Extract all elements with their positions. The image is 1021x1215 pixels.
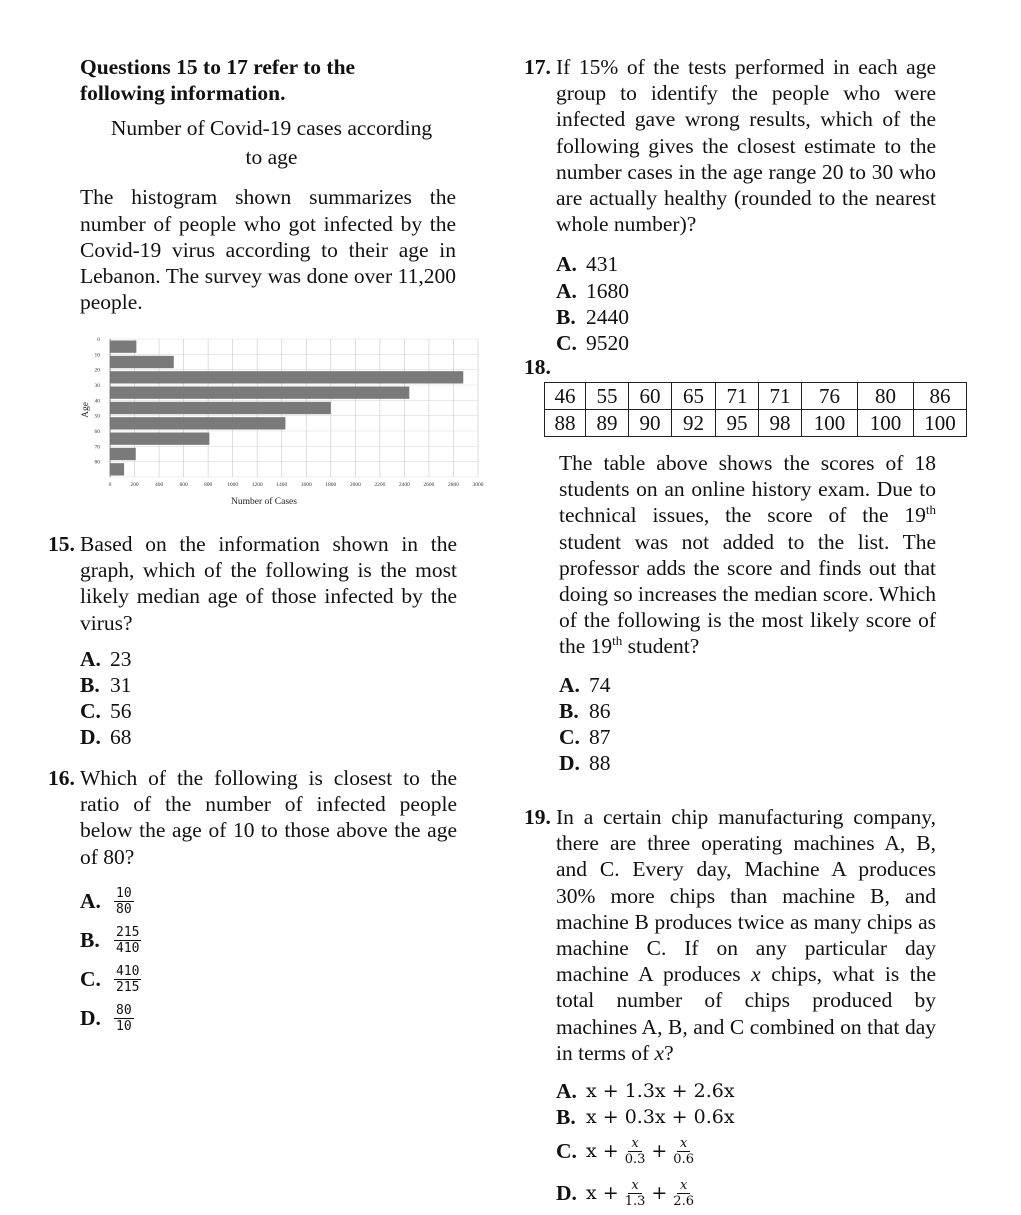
q19-option-c[interactable]: C. x + $\frac{x}{0.3}$ + $\frac{x}{0.6}$ — [556, 1130, 936, 1172]
x-tick-label: 1800 — [325, 482, 337, 488]
x-tick-label: 200 — [130, 482, 139, 488]
y-tick-label: 70 — [94, 444, 100, 451]
question-19-options — [556, 1078, 936, 1214]
q19-option-a[interactable]: A. x + 1.3x + 2.6x — [556, 1078, 735, 1103]
question-15-text: Based on the information shown in the graph, which of the following is the most likely median age of those infected by the virus? — [80, 532, 457, 635]
q18-option-a[interactable]: A. 74 — [559, 672, 611, 697]
table-cell: 76 — [802, 383, 858, 410]
question-16 — [48, 765, 457, 1038]
table-cell: 100 — [914, 410, 967, 437]
x-tick-label: 2800 — [447, 482, 459, 488]
x-tick-label: 1600 — [300, 482, 312, 488]
table-cell: 90 — [629, 410, 672, 437]
q18-option-c[interactable]: C. 87 — [559, 725, 611, 750]
q17-option-2[interactable]: A. 1680 — [556, 278, 629, 303]
table-cell: 88 — [545, 410, 586, 437]
fraction: $\frac{x}{0.6}$ — [673, 1135, 694, 1167]
question-19 — [524, 804, 936, 1214]
q17-option-4[interactable]: C. 9520 — [556, 331, 629, 356]
x-tick-label: 600 — [179, 482, 188, 488]
q18-option-b[interactable]: B. 86 — [559, 698, 611, 723]
x-tick-label: 800 — [204, 482, 213, 488]
fraction: $\frac{80}{10}$ — [116, 1002, 132, 1034]
y-axis-label: Age — [81, 402, 91, 418]
histogram-bar — [110, 417, 285, 429]
question-18-options — [559, 672, 936, 777]
table-row — [545, 383, 967, 410]
fraction: $\frac{x}{1.3}$ — [624, 1177, 646, 1209]
histogram-bar — [110, 356, 174, 368]
question-18-text: The table above shows the scores of 18 students on an online history exam. Due to technical issues, the score of the 19th student was not added to the list. The professor adds the score and finds out that doing so increases the median score. Which of the following is the most likely score of the 19th student? — [559, 451, 936, 659]
x-tick-label: 0 — [108, 482, 112, 488]
q15-option-c[interactable]: C. 56 — [80, 699, 132, 724]
histogram-bar — [110, 448, 136, 460]
q15-option-d[interactable]: D. 68 — [80, 725, 132, 750]
x-tick-label: 3000 — [472, 482, 484, 488]
question-19-number: 19. — [524, 805, 551, 829]
q16-option-d[interactable]: D. $\frac{80}{10}$ — [80, 1002, 132, 1034]
table-cell: 65 — [672, 383, 716, 410]
table-cell: 71 — [759, 383, 802, 410]
q19-option-b[interactable]: B. x + 0.3x + 0.6x — [556, 1104, 735, 1129]
question-17 — [524, 54, 936, 356]
x-tick-label: 2600 — [423, 482, 435, 488]
question-15 — [48, 531, 457, 751]
y-tick-label: 50 — [94, 413, 100, 420]
table-cell: 100 — [858, 410, 914, 437]
table-cell: 80 — [858, 383, 914, 410]
question-16-options — [80, 882, 457, 1038]
y-tick-label: 0 — [97, 337, 100, 343]
q17-option-1[interactable]: A. 431 — [556, 252, 619, 277]
histogram-bar — [110, 387, 409, 399]
fraction: $\frac{410}{215}$ — [116, 963, 140, 995]
table-cell: 46 — [545, 383, 586, 410]
y-tick-label: 40 — [94, 398, 100, 405]
caption-line-2: to age — [245, 145, 298, 170]
histogram-bar — [110, 402, 331, 414]
caption-line-1: Number of Covid-19 cases according — [110, 116, 433, 141]
q16-option-c[interactable]: C. $\frac{410}{215}$ — [80, 963, 140, 995]
q16-option-b[interactable]: B. $\frac{215}{410}$ — [80, 924, 140, 956]
table-cell: 92 — [672, 410, 716, 437]
table-cell: 60 — [629, 383, 672, 410]
q19-option-d[interactable]: D. x + $\frac{x}{1.3}$ + $\frac{x}{2.6}$ — [556, 1172, 936, 1214]
histogram-bar — [110, 463, 124, 475]
scores-table — [544, 382, 967, 437]
table-cell: 89 — [586, 410, 629, 437]
x-tick-label: 2200 — [374, 482, 386, 488]
expression: x + $\frac{x}{0.3}$ + $\frac{x}{0.6}$ — [586, 1136, 700, 1167]
question-17-number: 17. — [524, 55, 551, 79]
left-column — [48, 54, 463, 315]
question-18-body — [559, 450, 936, 776]
table-cell: 98 — [759, 410, 802, 437]
x-tick-label: 1200 — [251, 482, 263, 488]
covid-age-histogram — [78, 335, 488, 515]
table-cell: 86 — [914, 383, 967, 410]
x-axis-label: Number of Cases — [231, 497, 297, 507]
fraction: $\frac{10}{80}$ — [116, 885, 132, 917]
question-18-number: 18. — [524, 355, 551, 379]
expression: x + $\frac{x}{1.3}$ + $\frac{x}{2.6}$ — [586, 1178, 700, 1209]
chart-caption — [80, 114, 463, 172]
y-tick-label: 80 — [94, 459, 100, 466]
table-cell: 55 — [586, 383, 629, 410]
x-tick-label: 1400 — [276, 482, 288, 488]
q17-option-3[interactable]: B. 2440 — [556, 304, 629, 329]
y-tick-label: 30 — [94, 383, 100, 389]
q16-option-a[interactable]: A. $\frac{10}{80}$ — [80, 885, 132, 917]
q15-option-a[interactable]: A. 23 — [80, 646, 132, 671]
q18-option-d[interactable]: D. 88 — [559, 751, 611, 776]
x-tick-label: 2000 — [349, 482, 361, 488]
histogram-bar — [110, 371, 463, 383]
question-17-text: If 15% of the tests performed in each age group to identify the people who were infected gave wrong results, which of the following gives the closest estimate to the number cases in the age range 20 to 30 who are actually healthy (rounded to the nearest whole number)? — [556, 55, 936, 237]
q15-option-b[interactable]: B. 31 — [80, 673, 132, 698]
question-16-number: 16. — [48, 766, 75, 790]
x-tick-label: 1000 — [227, 482, 239, 488]
question-15-options — [80, 646, 457, 751]
histogram-svg — [78, 335, 488, 515]
x-tick-label: 2400 — [398, 482, 410, 488]
table-cell: 71 — [716, 383, 759, 410]
question-15-number: 15. — [48, 532, 75, 556]
intro-heading: Questions 15 to 17 refer to the following information. — [80, 55, 356, 106]
table-row — [545, 410, 967, 437]
fraction: $\frac{x}{2.6}$ — [673, 1177, 694, 1209]
intro-paragraph: The histogram shown summarizes the number of people who got infected by the Covid-19 virus according to their age in Lebanon. The survey was done over 11,200 people. — [80, 185, 456, 315]
y-tick-label: 20 — [94, 367, 100, 374]
table-cell: 95 — [716, 410, 759, 437]
y-tick-label: 60 — [94, 429, 100, 435]
x-tick-label: 400 — [154, 482, 164, 488]
fraction: $\frac{215}{410}$ — [116, 924, 140, 956]
y-tick-label: 10 — [94, 352, 100, 359]
table-cell: 100 — [802, 410, 858, 437]
histogram-bar — [110, 433, 209, 445]
histogram-bar — [110, 341, 136, 353]
fraction: $\frac{x}{0.3}$ — [624, 1135, 646, 1167]
question-19-text: In a certain chip manufacturing company, there are three operating machines A, B, and C. Every day, Machine A produces 30% more chips than machine B, and machine B produces twice as many chips as machine C. If on any particular day machine A produces x chips, what is the total number of chips produced by machines A, B, and C combined on that day in terms of x? — [556, 805, 936, 1065]
question-16-text: Which of the following is closest to the ratio of the number of infected people below the age of 10 to those above the age of 80? — [80, 766, 457, 869]
question-17-options — [556, 251, 936, 356]
